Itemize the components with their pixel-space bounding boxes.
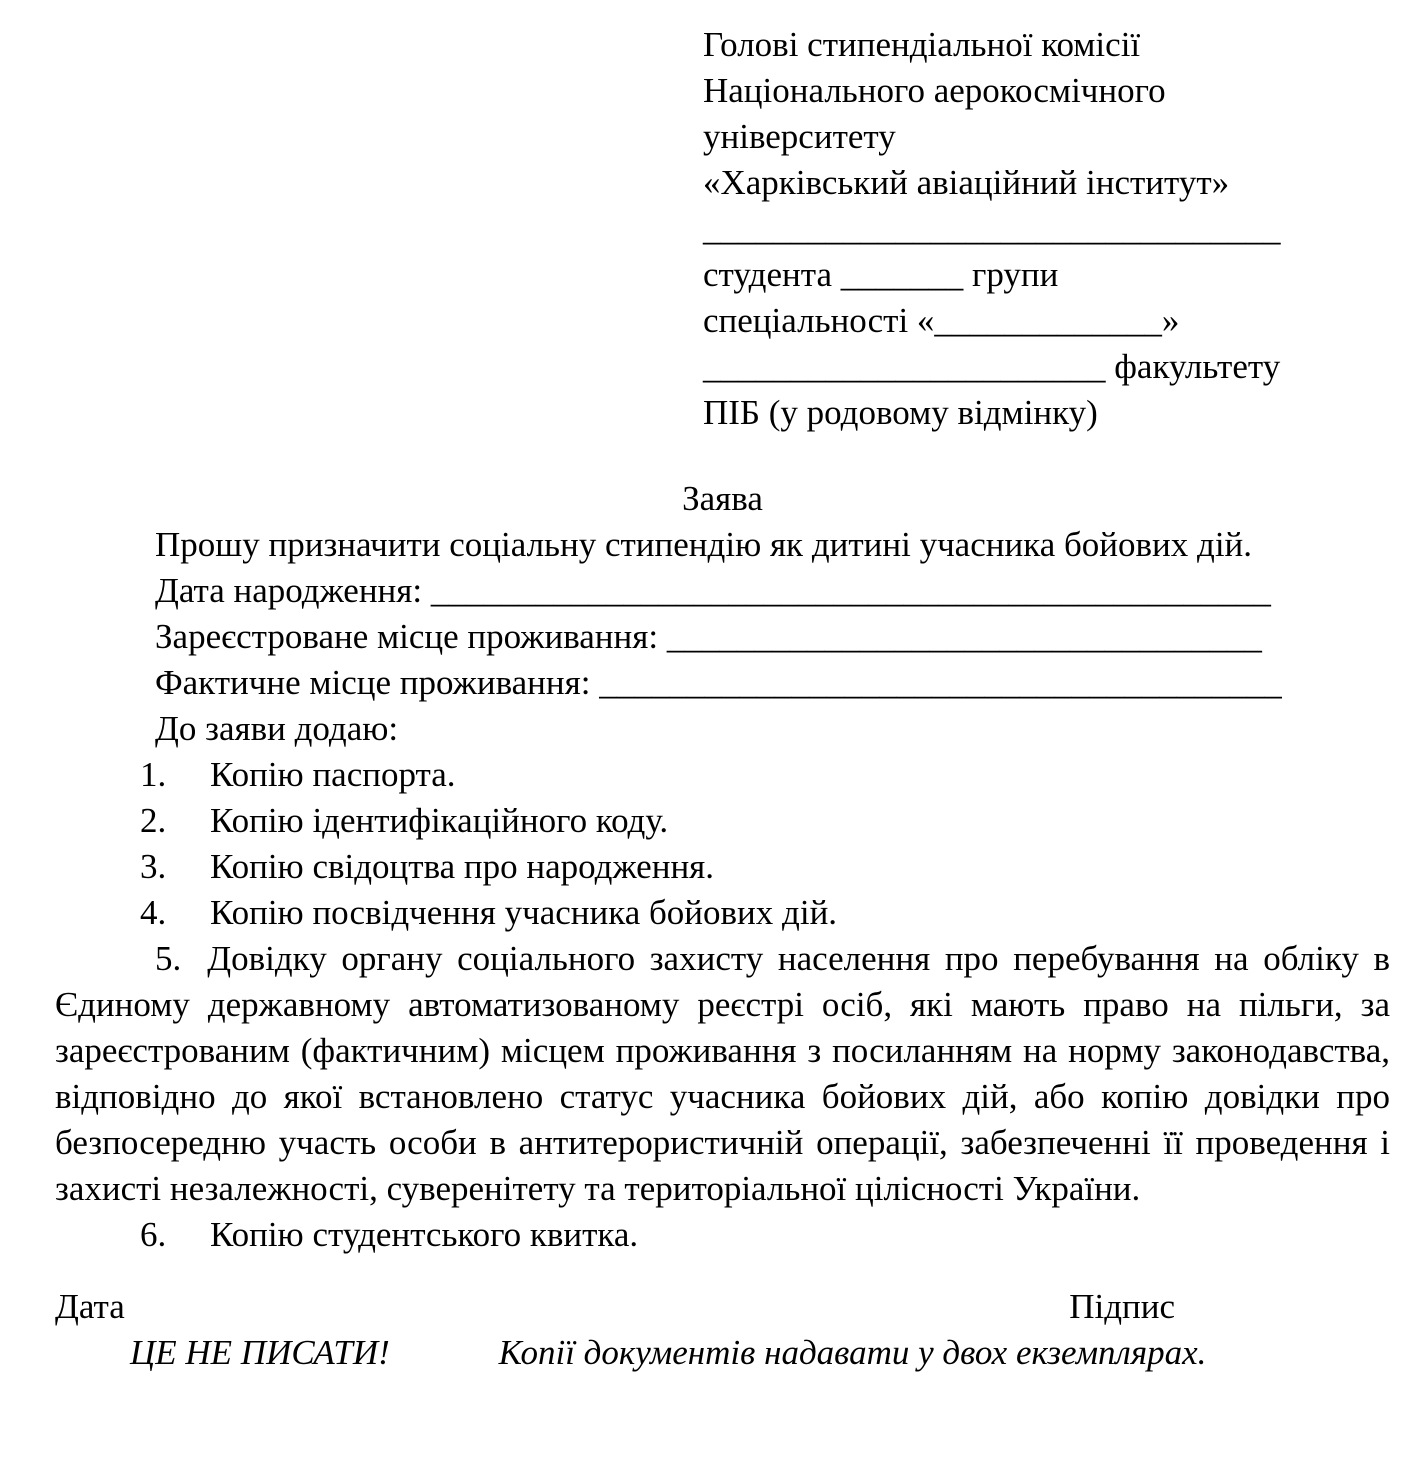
attachment-item-2-number: 2.	[140, 801, 167, 840]
attachments-intro: До заяви додаю:	[155, 709, 399, 748]
notes-row	[55, 1330, 1390, 1376]
addressee-line-university-1: Національного аерокосмічного	[703, 71, 1166, 110]
addressee-blank-name-line: _________________________________	[703, 209, 1281, 248]
addressee-line-name-hint: ПІБ (у родовому відмінку)	[703, 393, 1098, 432]
signature-row	[55, 1284, 1390, 1330]
attachment-item-2	[55, 798, 1390, 844]
attachment-item-3-number: 3.	[140, 847, 167, 886]
addressee-line-speciality: спеціальності «_____________»	[703, 301, 1180, 340]
attachment-item-4	[55, 890, 1390, 936]
addressee-line-university-3: «Харківський авіаційний інститут»	[703, 163, 1230, 202]
field-line-registered-address: Зареєстроване місце проживання: __________________________________	[155, 617, 1262, 656]
addressee-line-recipient: Голові стипендіальної комісії	[703, 25, 1141, 64]
addressee-line-faculty: _______________________ факультету	[703, 347, 1281, 386]
addressee-line-university-2: університету	[703, 117, 896, 156]
attachment-item-3-text: Копію свідоцтва про народження.	[210, 847, 715, 886]
attachment-paragraph-5	[55, 936, 1390, 1212]
do-not-write-note: ЦЕ НЕ ПИСАТИ!	[130, 1333, 390, 1372]
document-title: Заява	[682, 479, 763, 518]
attachment-item-6-number: 6.	[140, 1215, 167, 1254]
addressee-block	[703, 22, 1390, 436]
attachment-item-1-text: Копію паспорта.	[210, 755, 456, 794]
request-paragraph: Прошу призначити соціальну стипендію як дитині учасника бойових дій.	[155, 525, 1253, 564]
attachment-item-4-number: 4.	[140, 893, 167, 932]
attachment-item-1	[55, 752, 1390, 798]
attachment-item-1-number: 1.	[140, 755, 167, 794]
addressee-line-student-group: студента _______ групи	[703, 255, 1059, 294]
attachment-item-5-text: Довідку органу соціального захисту населення про перебування на обліку в Єдиному державному автоматизованому реєстрі осіб, які мають право на пільги, за зареєстрованим (фактичним) місцем проживання з посиланням на норму законодавства, відповідно до якої встановлено статус учасника бойових дій, або копію довідки про безпосередню участь особи в антитерористичній операції, забезпеченні її проведення і захисті незалежності, суверенітету та територіальної цілісності України.	[55, 939, 1390, 1208]
copies-note: Копії документів надавати у двох екземплярах.	[498, 1333, 1207, 1372]
date-label: Дата	[55, 1287, 125, 1326]
attachment-item-2-text: Копію ідентифікаційного коду.	[210, 801, 669, 840]
field-line-birthdate: Дата народження: ________________________________________________	[155, 571, 1271, 610]
attachment-item-6	[55, 1212, 1390, 1258]
attachment-item-3	[55, 844, 1390, 890]
attachment-item-6-text: Копію студентського квитка.	[210, 1215, 639, 1254]
attachment-item-4-text: Копію посвідчення учасника бойових дій.	[210, 893, 838, 932]
attachment-item-5-number: 5.	[155, 939, 182, 978]
signature-label: Підпис	[1069, 1287, 1175, 1326]
field-line-actual-address: Фактичне місце проживання: _______________________________________	[155, 663, 1282, 702]
